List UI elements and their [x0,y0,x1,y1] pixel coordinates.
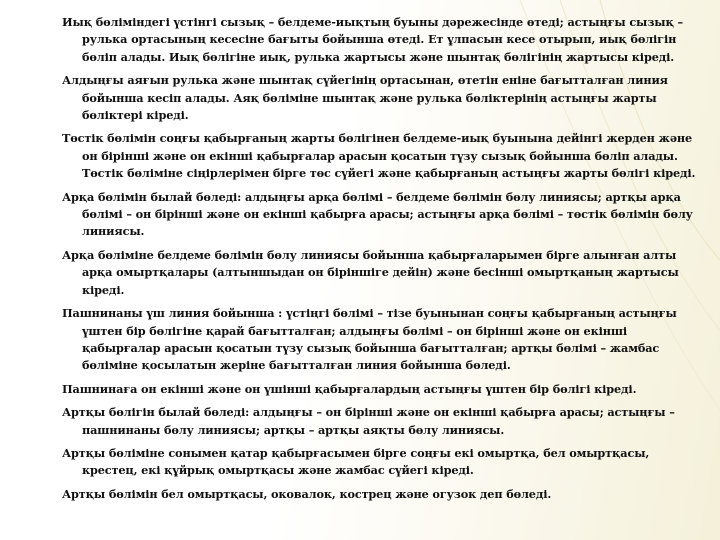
paragraph-hind-division: Артқы бөлігін былай бөледі: алдыңғы – он бірінші және он екінші қабырға арасы; астыңғы – пашнинаны бөлу линиясы; артқы – артқы аяқты бөлу линиясы. [62,405,675,437]
paragraph-flank-contents: Пашнинаға он екінші және он үшінші қабырғалардың астыңғы үштен бір бөлігі кіреді. [62,381,637,396]
paragraph-hind-cuts: Артқы бөлімін бел омыртқасы, оковалок, кострец және огузок деп бөледі. [62,486,552,501]
paragraph-shoulder: Иық бөліміндегі үстінгі сызық – белдеме-иықтың буыны дәрежесінде өтеді; астыңғы сызық – рулька ортасының кесесіне бағыты бойынша өтеді. Ет ұлпасын кесе отырып, иық бөлігін бөліп алады. Иық бөлігіне иық, рулька жартысы және шынтақ бөлігінің жартысы кіреді. [62,15,683,64]
paragraph-brisket: Төстік бөлімін соңғы қабырғаның жарты бөлігінен белдеме-иық буынына дейінгі жерден және он бірінші және он екінші қабырғалар арасын қосатын түзу сызық бойынша бөліп алады. Төстік бөліміне сіңірлерімен бірге төс сүйегі және қабырғаның астыңғы жарты бөлігі кіреді. [62,131,696,181]
paragraph-hind-contents: Артқы бөліміне сонымен қатар қабырғасымен бірге соңғы екі омыртқа, бел омыртқасы, крестец, екі құйрық омыртқасы және жамбас сүйегі кіреді. [62,445,650,478]
paragraph-foreleg: Алдыңғы аяғын рулька және шынтақ сүйегінің ортасынан, өтетін еніне бағытталған линия бойынша кесіп алады. Аяқ бөліміне шынтақ және рулька бөліктерінің астыңғы жарты бөліктері кіреді. [62,73,668,123]
paragraph-flank-division: Пашнинаны үш линия бойынша : үстіңгі бөлімі – тізе буынынан соңғы қабырғаның астыңғы үштен бір бөлігіне қарай бағытталған; алдыңғы бөлімі – он бірінші және он екінші қабырғалар арасын қосатын түзу сызық бойынша бағытталған; артқы бөлімі – жамбас бөліміне қосылатын жеріне бағытталған линия бойынша бөледі. [62,306,677,373]
paragraph-back-division: Арқа бөлімін былай бөледі: алдыңғы арқа бөлімі – белдеме бөлімін бөлу линиясы; артқы арқа бөлімі – он бірінші және он екінші қабырға арасы; астыңғы арқа бөлімі – төстік бөлімін бөлу линиясы. [62,189,693,239]
paragraph-back-contents: Арқа бөліміне белдеме бөлімін бөлу линиясы бойынша қабырғаларымен бірге алынған алты арқа омыртқалары (алтыншыдан он біріншіге дейін) және бесінші омыртқаның жартысы кіреді. [62,247,679,297]
document-body [62,14,702,509]
